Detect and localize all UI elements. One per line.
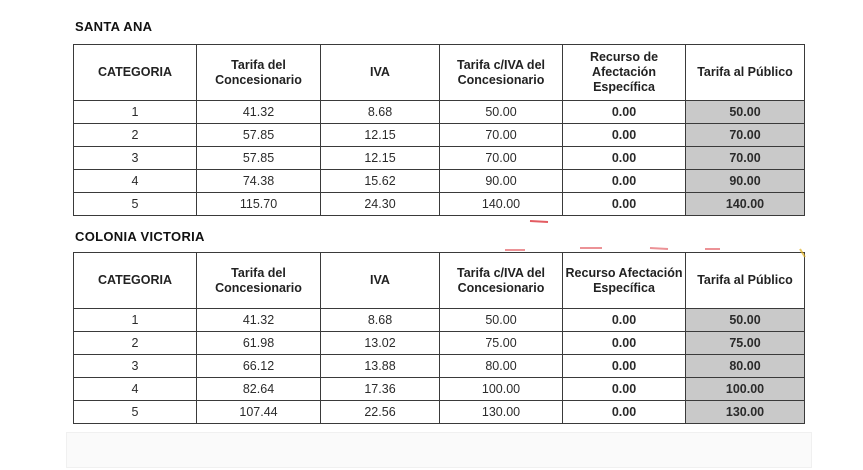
cell-tarifa-concesionario: 41.32: [197, 101, 321, 124]
cell-tarifa-con-iva: 100.00: [440, 378, 563, 401]
table-row: [74, 101, 805, 124]
cell-categoria: 2: [74, 332, 197, 355]
table-row: [74, 170, 805, 193]
cell-tarifa-con-iva: 140.00: [440, 193, 563, 216]
cell-recurso-afectacion: 0.00: [563, 170, 686, 193]
cell-tarifa-publico: 90.00: [686, 170, 805, 193]
cell-recurso-afectacion: 0.00: [563, 147, 686, 170]
cell-categoria: 5: [74, 193, 197, 216]
cell-recurso-afectacion: 0.00: [563, 332, 686, 355]
cell-categoria: 2: [74, 124, 197, 147]
cell-categoria: 3: [74, 355, 197, 378]
cell-tarifa-publico: 100.00: [686, 378, 805, 401]
table-row: [74, 309, 805, 332]
red-underline-mark: [530, 221, 548, 222]
cell-categoria: 4: [74, 170, 197, 193]
cell-tarifa-concesionario: 74.38: [197, 170, 321, 193]
cell-iva: 13.02: [321, 332, 440, 355]
table-row: [74, 401, 805, 424]
header-iva: IVA: [321, 45, 440, 101]
cell-tarifa-concesionario: 107.44: [197, 401, 321, 424]
cell-tarifa-concesionario: 57.85: [197, 124, 321, 147]
cell-tarifa-publico: 140.00: [686, 193, 805, 216]
red-dash-mark: [505, 248, 720, 250]
header-recurso-afectacion: Recurso de Afectación Específica: [563, 45, 686, 101]
cell-tarifa-concesionario: 66.12: [197, 355, 321, 378]
cell-tarifa-con-iva: 70.00: [440, 147, 563, 170]
cell-tarifa-con-iva: 90.00: [440, 170, 563, 193]
table-row: [74, 378, 805, 401]
cell-tarifa-con-iva: 80.00: [440, 355, 563, 378]
cell-recurso-afectacion: 0.00: [563, 355, 686, 378]
cell-tarifa-concesionario: 57.85: [197, 147, 321, 170]
header-tarifa-con-iva: Tarifa c/IVA del Concesionario: [440, 45, 563, 101]
tariff-table-colonia-victoria: [73, 252, 805, 424]
cell-recurso-afectacion: 0.00: [563, 193, 686, 216]
cell-tarifa-concesionario: 61.98: [197, 332, 321, 355]
cell-iva: 8.68: [321, 101, 440, 124]
header-tarifa-concesionario: Tarifa del Concesionario: [197, 45, 321, 101]
cell-tarifa-con-iva: 130.00: [440, 401, 563, 424]
header-tarifa-concesionario: Tarifa del Concesionario: [197, 253, 321, 309]
cell-tarifa-publico: 70.00: [686, 147, 805, 170]
cell-tarifa-con-iva: 50.00: [440, 101, 563, 124]
header-tarifa-publico: Tarifa al Público: [686, 253, 805, 309]
cell-tarifa-con-iva: 70.00: [440, 124, 563, 147]
table-header-row: [74, 45, 805, 101]
table-row: [74, 124, 805, 147]
cell-iva: 8.68: [321, 309, 440, 332]
cell-categoria: 1: [74, 101, 197, 124]
cell-categoria: 1: [74, 309, 197, 332]
header-categoria: CATEGORIA: [74, 253, 197, 309]
empty-footer-box: [66, 432, 812, 468]
cell-tarifa-publico: 130.00: [686, 401, 805, 424]
cell-recurso-afectacion: 0.00: [563, 309, 686, 332]
cell-recurso-afectacion: 0.00: [563, 378, 686, 401]
section-title-colonia-victoria: COLONIA VICTORIA: [75, 229, 205, 244]
table-row: [74, 355, 805, 378]
cell-tarifa-publico: 75.00: [686, 332, 805, 355]
header-tarifa-publico: Tarifa al Público: [686, 45, 805, 101]
table-row: [74, 193, 805, 216]
cell-recurso-afectacion: 0.00: [563, 401, 686, 424]
cell-tarifa-publico: 70.00: [686, 124, 805, 147]
header-recurso-afectacion: Recurso Afectación Específica: [563, 253, 686, 309]
table-row: [74, 332, 805, 355]
cell-tarifa-publico: 80.00: [686, 355, 805, 378]
cell-recurso-afectacion: 0.00: [563, 124, 686, 147]
cell-tarifa-concesionario: 41.32: [197, 309, 321, 332]
cell-recurso-afectacion: 0.00: [563, 101, 686, 124]
cell-iva: 12.15: [321, 147, 440, 170]
section-title-santa-ana: SANTA ANA: [75, 19, 153, 34]
cell-categoria: 4: [74, 378, 197, 401]
cell-categoria: 5: [74, 401, 197, 424]
cell-iva: 15.62: [321, 170, 440, 193]
cell-tarifa-concesionario: 115.70: [197, 193, 321, 216]
cell-iva: 24.30: [321, 193, 440, 216]
cell-iva: 12.15: [321, 124, 440, 147]
cell-iva: 22.56: [321, 401, 440, 424]
header-categoria: CATEGORIA: [74, 45, 197, 101]
cell-iva: 17.36: [321, 378, 440, 401]
cell-tarifa-publico: 50.00: [686, 101, 805, 124]
cell-tarifa-concesionario: 82.64: [197, 378, 321, 401]
cell-tarifa-publico: 50.00: [686, 309, 805, 332]
header-iva: IVA: [321, 253, 440, 309]
tariff-table-santa-ana: [73, 44, 805, 216]
cell-iva: 13.88: [321, 355, 440, 378]
cell-tarifa-con-iva: 50.00: [440, 309, 563, 332]
header-tarifa-con-iva: Tarifa c/IVA del Concesionario: [440, 253, 563, 309]
table-row: [74, 147, 805, 170]
table-header-row: [74, 253, 805, 309]
cell-categoria: 3: [74, 147, 197, 170]
cell-tarifa-con-iva: 75.00: [440, 332, 563, 355]
